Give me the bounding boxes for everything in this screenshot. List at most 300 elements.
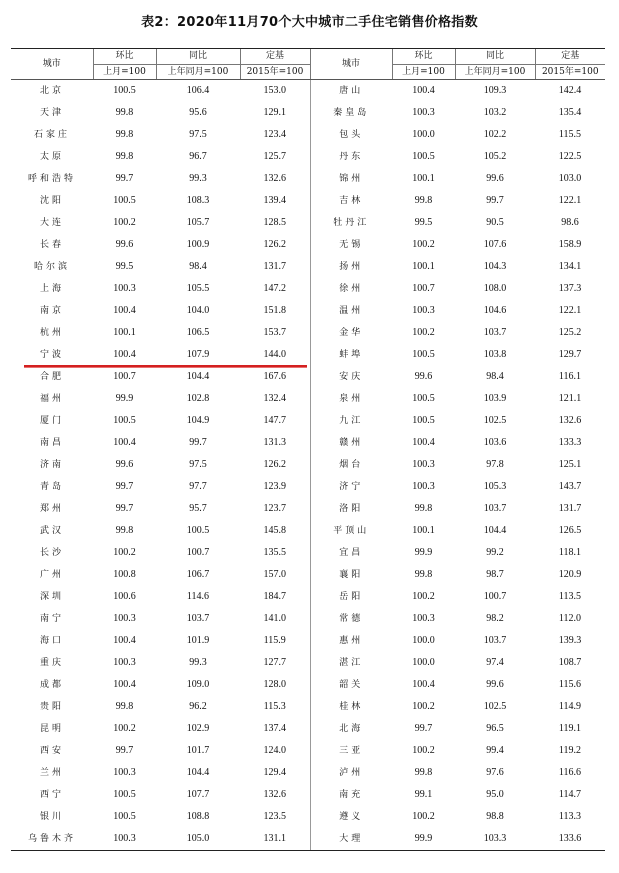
fixed-value-cell: 116.1 (558, 371, 582, 382)
yoy-value-cell: 105.2 (483, 151, 507, 162)
yoy-value-cell: 97.5 (189, 129, 207, 140)
city-cell: 安庆 (310, 366, 392, 388)
fixed-value-cell: 137.4 (263, 723, 286, 734)
fixed-value-cell: 129.1 (263, 107, 286, 118)
city-cell: 三亚 (310, 740, 392, 762)
mom-value-cell: 99.7 (115, 745, 134, 756)
fixed-value-cell: 137.3 (558, 283, 582, 294)
yoy-value-cell: 98.4 (486, 371, 504, 382)
fixed-value-cell: 147.2 (263, 283, 286, 294)
city-cell: 合肥 (39, 372, 64, 382)
yoy-value-cell: 103.7 (483, 327, 507, 338)
fixed-value-cell: 158.9 (558, 239, 582, 250)
yoy-value-cell: 98.2 (486, 613, 504, 624)
city-cell: 太原 (39, 152, 64, 162)
fixed-value-cell: 143.7 (558, 481, 582, 492)
yoy-value-cell: 99.4 (486, 745, 504, 756)
city-cell: 烟台 (310, 454, 392, 476)
table-row (11, 520, 605, 542)
city-cell: 厦门 (39, 416, 64, 426)
fixed-value-cell: 125.1 (558, 459, 582, 470)
yoy-value-cell: 108.8 (186, 811, 210, 822)
mom-value-cell: 100.5 (412, 415, 435, 426)
mom-value-cell: 100.2 (412, 701, 435, 712)
mom-value-cell: 99.9 (414, 547, 433, 558)
table-row (11, 256, 605, 278)
city-cell: 西安 (39, 746, 64, 756)
yoy-value-cell: 99.6 (486, 173, 504, 184)
mom-value-cell: 100.5 (412, 151, 435, 162)
yoy-value-cell: 105.3 (483, 481, 507, 492)
mom-value-cell: 100.8 (113, 569, 136, 580)
mom-value-cell: 100.3 (412, 613, 435, 624)
city-cell: 北京 (39, 86, 64, 96)
yoy-value-cell: 97.5 (189, 459, 207, 470)
fixed-value-cell: 121.1 (558, 393, 582, 404)
yoy-value-cell: 103.7 (186, 613, 210, 624)
fixed-value-cell: 113.5 (558, 591, 582, 602)
mom-value-cell: 100.2 (113, 217, 136, 228)
city-cell: 韶关 (310, 674, 392, 696)
table-row (11, 608, 605, 630)
mom-value-cell: 100.2 (412, 327, 435, 338)
table-row (11, 806, 605, 828)
fixed-value-cell: 132.6 (263, 173, 286, 184)
yoy-value-cell: 98.7 (486, 569, 504, 580)
mom-value-cell: 100.5 (113, 85, 136, 96)
mom-value-cell: 100.4 (412, 679, 435, 690)
fixed-value-cell: 123.7 (263, 503, 286, 514)
header-mom: 环比 (392, 49, 455, 65)
city-cell: 兰州 (39, 768, 64, 778)
mom-value-cell: 99.5 (115, 261, 134, 272)
yoy-value-cell: 95.6 (189, 107, 207, 118)
city-cell: 湛江 (310, 652, 392, 674)
fixed-value-cell: 108.7 (558, 657, 582, 668)
city-cell: 西宁 (39, 790, 64, 800)
city-cell: 遵义 (310, 806, 392, 828)
city-cell: 济南 (39, 460, 64, 470)
yoy-value-cell: 104.9 (186, 415, 210, 426)
header-fixed: 定基 (535, 49, 605, 65)
fixed-value-cell: 131.7 (558, 503, 582, 514)
mom-value-cell: 100.0 (412, 657, 435, 668)
mom-value-cell: 99.8 (414, 503, 433, 514)
fixed-value-cell: 135.5 (263, 547, 286, 558)
mom-value-cell: 99.8 (414, 767, 433, 778)
yoy-value-cell: 104.4 (483, 525, 507, 536)
mom-value-cell: 99.8 (115, 151, 134, 162)
yoy-value-cell: 105.7 (186, 217, 210, 228)
mom-value-cell: 100.1 (113, 327, 136, 338)
mom-value-cell: 100.3 (93, 828, 156, 851)
mom-value-cell: 100.7 (412, 283, 435, 294)
city-cell: 蚌埠 (310, 344, 392, 366)
table-row (11, 124, 605, 146)
yoy-value-cell: 109.0 (186, 679, 210, 690)
fixed-value-cell: 115.6 (558, 679, 582, 690)
city-cell: 襄阳 (310, 564, 392, 586)
city-cell: 岳阳 (310, 586, 392, 608)
mom-value-cell: 99.8 (414, 569, 433, 580)
fixed-value-cell: 135.4 (558, 107, 582, 118)
mom-value-cell: 99.8 (115, 129, 134, 140)
table-row (11, 300, 605, 322)
yoy-value-cell: 95.7 (189, 503, 207, 514)
mom-value-cell: 99.7 (414, 723, 433, 734)
fixed-value-cell: 132.6 (558, 415, 582, 426)
city-cell: 南充 (310, 784, 392, 806)
mom-value-cell: 99.7 (115, 173, 134, 184)
fixed-value-cell: 132.4 (263, 393, 286, 404)
city-cell: 福州 (39, 394, 64, 404)
city-cell: 昆明 (39, 724, 64, 734)
city-cell: 泸州 (310, 762, 392, 784)
fixed-value-cell: 123.4 (263, 129, 286, 140)
table-row (11, 190, 605, 212)
table-row (11, 542, 605, 564)
yoy-value-cell: 104.0 (186, 305, 210, 316)
mom-value-cell: 100.3 (412, 481, 435, 492)
yoy-value-cell: 104.4 (186, 767, 210, 778)
mom-value-cell: 99.1 (414, 789, 433, 800)
city-cell: 牡丹江 (310, 212, 392, 234)
yoy-value-cell: 102.5 (483, 415, 507, 426)
fixed-value-cell: 153.7 (263, 327, 286, 338)
fixed-value-cell: 118.1 (558, 547, 582, 558)
mom-value-cell: 100.4 (412, 437, 435, 448)
fixed-value-cell: 123.5 (263, 811, 286, 822)
mom-value-cell: 100.4 (113, 349, 136, 360)
yoy-value-cell: 108.3 (186, 195, 210, 206)
yoy-value-cell: 102.2 (483, 129, 507, 140)
header-city: 城市 (11, 49, 93, 80)
fixed-value-cell: 115.9 (263, 635, 286, 646)
mom-value-cell: 100.5 (412, 393, 435, 404)
mom-value-cell: 99.7 (115, 503, 134, 514)
yoy-value-cell: 103.3 (455, 828, 535, 851)
yoy-value-cell: 109.3 (483, 85, 507, 96)
city-cell: 宜昌 (310, 542, 392, 564)
header-mom-base: 上月=100 (93, 65, 156, 80)
fixed-value-cell: 139.4 (263, 195, 286, 206)
city-cell: 杭州 (39, 328, 64, 338)
mom-value-cell: 100.5 (113, 789, 136, 800)
yoy-value-cell: 102.9 (186, 723, 210, 734)
yoy-value-cell: 105.0 (156, 828, 240, 851)
city-cell: 济宁 (310, 476, 392, 498)
mom-value-cell: 100.4 (113, 679, 136, 690)
yoy-value-cell: 106.5 (186, 327, 210, 338)
yoy-value-cell: 100.9 (186, 239, 210, 250)
header-fixed-base: 2015年=100 (535, 65, 605, 80)
mom-value-cell: 100.2 (412, 811, 435, 822)
mom-value-cell: 100.7 (113, 371, 136, 382)
yoy-value-cell: 107.6 (483, 239, 507, 250)
yoy-value-cell: 96.2 (189, 701, 207, 712)
fixed-value-cell: 133.3 (558, 437, 582, 448)
table-row (11, 696, 605, 718)
fixed-value-cell: 115.3 (263, 701, 286, 712)
yoy-value-cell: 107.9 (186, 349, 210, 360)
yoy-value-cell: 104.6 (483, 305, 507, 316)
mom-value-cell: 99.5 (414, 217, 433, 228)
mom-value-cell: 100.6 (113, 591, 136, 602)
fixed-value-cell: 139.3 (558, 635, 582, 646)
city-cell: 青岛 (39, 482, 64, 492)
mom-value-cell: 99.8 (115, 701, 134, 712)
mom-value-cell: 99.7 (115, 481, 134, 492)
yoy-value-cell: 107.7 (186, 789, 210, 800)
yoy-value-cell: 99.3 (189, 657, 207, 668)
city-cell: 温州 (310, 300, 392, 322)
table-title: 表2：2020年11月70个大中城市二手住宅销售价格指数 (141, 15, 478, 30)
mom-value-cell: 100.2 (412, 591, 435, 602)
fixed-value-cell: 126.2 (263, 459, 286, 470)
city-cell: 包头 (310, 124, 392, 146)
mom-value-cell: 99.6 (414, 371, 433, 382)
city-cell: 丹东 (310, 146, 392, 168)
yoy-value-cell: 97.6 (486, 767, 504, 778)
table-row (11, 630, 605, 652)
city-cell: 哈尔滨 (33, 262, 70, 272)
table-row (11, 322, 605, 344)
mom-value-cell: 100.2 (113, 723, 136, 734)
fixed-value-cell: 129.7 (558, 349, 582, 360)
fixed-value-cell: 123.9 (263, 481, 286, 492)
fixed-value-cell: 144.0 (263, 349, 286, 360)
table-row (11, 80, 605, 103)
fixed-value-cell: 126.2 (263, 239, 286, 250)
yoy-value-cell: 100.7 (186, 547, 210, 558)
mom-value-cell: 100.3 (113, 767, 136, 778)
red-underline-shadow (24, 367, 307, 368)
yoy-value-cell: 103.8 (483, 349, 507, 360)
fixed-value-cell: 125.2 (558, 327, 582, 338)
mom-value-cell: 100.1 (412, 525, 435, 536)
fixed-value-cell: 184.7 (263, 591, 286, 602)
mom-value-cell: 99.9 (392, 828, 455, 851)
yoy-value-cell: 95.0 (486, 789, 504, 800)
fixed-value-cell: 134.1 (558, 261, 582, 272)
city-cell: 长春 (39, 240, 64, 250)
fixed-value-cell: 153.0 (263, 85, 286, 96)
fixed-value-cell: 116.6 (558, 767, 582, 778)
header-fixed-base: 2015年=100 (240, 65, 310, 80)
yoy-value-cell: 108.0 (483, 283, 507, 294)
yoy-value-cell: 99.3 (189, 173, 207, 184)
city-cell: 泉州 (310, 388, 392, 410)
city-cell: 吉林 (310, 190, 392, 212)
mom-value-cell: 100.3 (412, 107, 435, 118)
fixed-value-cell: 151.8 (263, 305, 286, 316)
fixed-value-cell: 131.7 (263, 261, 286, 272)
fixed-value-cell: 122.1 (558, 305, 582, 316)
fixed-value-cell: 115.5 (558, 129, 582, 140)
yoy-value-cell: 99.2 (486, 547, 504, 558)
table-row (11, 784, 605, 806)
mom-value-cell: 99.8 (414, 195, 433, 206)
fixed-value-cell: 120.9 (558, 569, 582, 580)
city-cell: 洛阳 (310, 498, 392, 520)
fixed-value-cell: 98.6 (561, 217, 579, 228)
city-cell: 上海 (39, 284, 64, 294)
mom-value-cell: 100.4 (113, 305, 136, 316)
fixed-value-cell: 132.6 (263, 789, 286, 800)
mom-value-cell: 100.3 (412, 305, 435, 316)
table-row (11, 388, 605, 410)
mom-value-cell: 100.2 (412, 745, 435, 756)
city-cell: 唐山 (310, 80, 392, 103)
yoy-value-cell: 106.4 (186, 85, 210, 96)
mom-value-cell: 99.6 (115, 239, 134, 250)
city-cell: 贵阳 (39, 702, 64, 712)
city-cell: 乌鲁木齐 (11, 828, 93, 851)
yoy-value-cell: 101.7 (186, 745, 210, 756)
city-cell: 大理 (310, 828, 392, 851)
mom-value-cell: 100.5 (412, 349, 435, 360)
fixed-value-cell: 124.0 (263, 745, 286, 756)
city-cell: 惠州 (310, 630, 392, 652)
table-row (11, 498, 605, 520)
table-row (11, 278, 605, 300)
city-cell: 南京 (39, 306, 64, 316)
fixed-value-cell: 128.0 (263, 679, 286, 690)
fixed-value-cell: 122.1 (558, 195, 582, 206)
yoy-value-cell: 90.5 (486, 217, 504, 228)
yoy-value-cell: 105.5 (186, 283, 210, 294)
city-cell: 郑州 (39, 504, 64, 514)
fixed-value-cell: 147.7 (263, 415, 286, 426)
table-body (11, 80, 605, 851)
city-cell: 锦州 (310, 168, 392, 190)
table-row (11, 652, 605, 674)
yoy-value-cell: 98.8 (486, 811, 504, 822)
yoy-value-cell: 99.6 (486, 679, 504, 690)
city-cell: 北海 (310, 718, 392, 740)
yoy-value-cell: 101.9 (186, 635, 210, 646)
table-row (11, 102, 605, 124)
yoy-value-cell: 99.7 (189, 437, 207, 448)
fixed-value-cell: 131.1 (240, 828, 310, 851)
price-index-table (11, 48, 605, 851)
yoy-value-cell: 100.5 (186, 525, 210, 536)
table-row (11, 586, 605, 608)
mom-value-cell: 100.3 (113, 657, 136, 668)
mom-value-cell: 100.3 (113, 613, 136, 624)
city-cell: 重庆 (39, 658, 64, 668)
table-row (11, 146, 605, 168)
mom-value-cell: 100.4 (113, 635, 136, 646)
yoy-value-cell: 99.7 (486, 195, 504, 206)
city-cell: 银川 (39, 812, 64, 822)
header-fixed: 定基 (240, 49, 310, 65)
fixed-value-cell: 114.9 (558, 701, 582, 712)
fixed-value-cell: 141.0 (263, 613, 286, 624)
fixed-value-cell: 131.3 (263, 437, 286, 448)
yoy-value-cell: 103.2 (483, 107, 507, 118)
city-cell: 无锡 (310, 234, 392, 256)
fixed-value-cell: 128.5 (263, 217, 286, 228)
city-cell: 海口 (39, 636, 64, 646)
fixed-value-cell: 145.8 (263, 525, 286, 536)
city-cell: 秦皇岛 (310, 102, 392, 124)
yoy-value-cell: 96.5 (486, 723, 504, 734)
yoy-value-cell: 97.8 (486, 459, 504, 470)
fixed-value-cell: 167.6 (263, 371, 286, 382)
header-mom-base: 上月=100 (392, 65, 455, 80)
mom-value-cell: 100.1 (412, 261, 435, 272)
table-row (11, 212, 605, 234)
fixed-value-cell: 157.0 (263, 569, 286, 580)
city-cell: 武汉 (39, 526, 64, 536)
fixed-value-cell: 112.0 (558, 613, 582, 624)
mom-value-cell: 100.4 (113, 437, 136, 448)
fixed-value-cell: 122.5 (558, 151, 582, 162)
mom-value-cell: 99.8 (115, 525, 134, 536)
fixed-value-cell: 103.0 (558, 173, 582, 184)
yoy-value-cell: 104.4 (186, 371, 210, 382)
city-cell: 长沙 (39, 548, 64, 558)
city-cell: 扬州 (310, 256, 392, 278)
fixed-value-cell: 113.3 (558, 811, 582, 822)
yoy-value-cell: 97.7 (189, 481, 207, 492)
mom-value-cell: 100.5 (113, 195, 136, 206)
yoy-value-cell: 97.4 (486, 657, 504, 668)
yoy-value-cell: 103.7 (483, 635, 507, 646)
fixed-value-cell: 126.5 (558, 525, 582, 536)
mom-value-cell: 100.1 (412, 173, 435, 184)
table-row (11, 410, 605, 432)
mom-value-cell: 100.2 (113, 547, 136, 558)
table-row (11, 718, 605, 740)
mom-value-cell: 100.2 (412, 239, 435, 250)
city-cell: 深圳 (39, 592, 64, 602)
table-row (11, 344, 605, 366)
header-yoy-base: 上年同月=100 (156, 65, 240, 80)
city-cell: 宁波 (39, 350, 64, 360)
fixed-value-cell: 119.2 (558, 745, 582, 756)
table-row (11, 476, 605, 498)
mom-value-cell: 100.5 (113, 415, 136, 426)
city-cell: 呼和浩特 (27, 174, 76, 184)
table-row (11, 762, 605, 784)
city-cell: 金华 (310, 322, 392, 344)
table-row (11, 234, 605, 256)
table-row (11, 674, 605, 696)
yoy-value-cell: 104.3 (483, 261, 507, 272)
city-cell: 成都 (39, 680, 64, 690)
city-cell: 九江 (310, 410, 392, 432)
table-row (11, 366, 605, 388)
yoy-value-cell: 106.7 (186, 569, 210, 580)
mom-value-cell: 100.5 (113, 811, 136, 822)
city-cell: 沈阳 (39, 196, 64, 206)
table-row (11, 432, 605, 454)
city-cell: 南宁 (39, 614, 64, 624)
city-cell: 南昌 (39, 438, 64, 448)
city-cell: 平顶山 (310, 520, 392, 542)
fixed-value-cell: 119.1 (558, 723, 582, 734)
table-row (11, 564, 605, 586)
mom-value-cell: 100.4 (412, 85, 435, 96)
city-cell: 常德 (310, 608, 392, 630)
header-yoy: 同比 (156, 49, 240, 65)
yoy-value-cell: 98.4 (189, 261, 207, 272)
mom-value-cell: 100.0 (412, 635, 435, 646)
city-cell: 广州 (39, 570, 64, 580)
table-row (11, 828, 605, 851)
